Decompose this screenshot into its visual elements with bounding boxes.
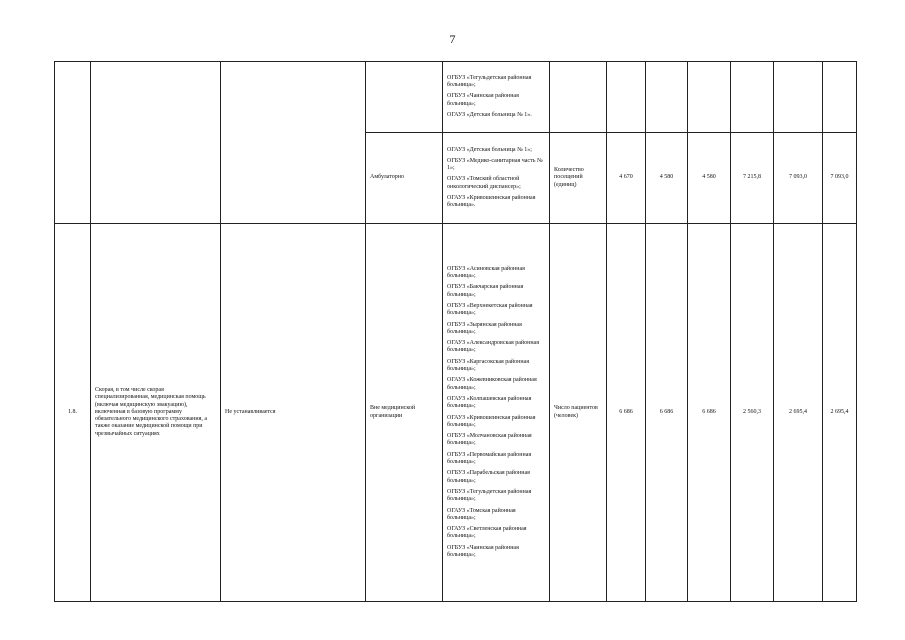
organization-item: ОГБУЗ «Тегульдетская районная больница»;: [447, 488, 532, 503]
organization-item: ОГБУЗ «Верхнекетская районная больница»;: [447, 303, 533, 317]
value-cell: 4 670: [607, 133, 646, 224]
value-cell: 2 695,4: [774, 224, 823, 602]
value-cell: 2 695,4: [823, 224, 857, 602]
document-table: [54, 61, 857, 602]
row-number-cell: 1.8.: [55, 224, 91, 602]
table-row: [55, 224, 857, 602]
organization-item: ОГБУЗ «Зырянская районная больница»;: [447, 321, 522, 335]
value-cell: 7 093,0: [774, 133, 823, 224]
value-cell: 4 580: [646, 133, 688, 224]
organization-item: ОГБУЗ «Первомайская районная больница»;: [447, 451, 532, 465]
organization-item: ОГАУЗ «Кожевниковская районная больница»;: [447, 377, 537, 391]
organization-item: ОГАУЗ «Детская больница № 1»;: [447, 146, 532, 153]
service-name-cell: [91, 62, 221, 224]
organization-item: ОГАУЗ «Светленская районная больница»;: [447, 526, 527, 540]
organization-item: ОГАУЗ «Кривошеинская районная больница»;: [447, 414, 536, 428]
organization-item: ОГБУЗ «Медико-санитарная часть № 1»;: [447, 157, 543, 172]
organization-item: ОГБУЗ «Молчановская районная больница»;: [447, 433, 532, 447]
organizations-cell: [443, 224, 550, 602]
organization-item: ОГБУЗ «Асиновская районная больница»;: [447, 265, 525, 280]
form-cell: Амбулаторно: [366, 133, 443, 224]
organization-item: ОГАУЗ «Кривошеинская районная больница».: [447, 195, 536, 209]
organization-item: ОГБУЗ «Чаинская районная больница»;: [447, 93, 519, 107]
value-cell: 2 560,3: [731, 224, 774, 602]
organization-item: ОГАУЗ «Детская больница № 1».: [447, 111, 532, 118]
indicator-cell: Количество посещений (единиц): [550, 133, 607, 224]
indicator-cell: Число пациентов (человек): [550, 224, 607, 602]
page-number: 7: [449, 32, 456, 46]
requirement-cell: [221, 62, 366, 224]
row-number-cell: [55, 62, 91, 224]
organization-item: ОГБУЗ «Каргасокская районная больница»;: [447, 358, 529, 373]
value-cell: 7 093,0: [823, 133, 857, 224]
value-cell: 6 686: [607, 224, 646, 602]
form-cell: Вне медицинской организации: [366, 224, 443, 602]
organization-item: ОГБУЗ «Тегульдетская районная больница»;: [447, 74, 532, 88]
form-cell: [366, 62, 443, 133]
organization-item: ОГАУЗ «Томская районная больница»;: [447, 507, 516, 521]
value-cell: 4 580: [688, 133, 731, 224]
organization-item: ОГБУЗ «Бакчарская районная больница»;: [447, 284, 524, 298]
organization-item: ОГАУЗ «Томский областной онкологический диспансер»;: [447, 176, 521, 190]
value-cell: 6 686: [688, 224, 731, 602]
organization-item: ОГАУЗ «Александровская районная больница»;: [447, 340, 539, 354]
table-row: [55, 62, 857, 133]
organization-item: ОГБУЗ «Чаинская районная больница»;: [447, 544, 519, 558]
requirement-cell: Не устанавливается: [221, 224, 366, 602]
value-cell: 6 686: [646, 224, 688, 602]
value-cell: 7 215,8: [731, 133, 774, 224]
service-name-cell: Скорая, в том числе скорая специализированная, медицинская помощь (включая медицинскую эвакуацию), включенная в базовую программу обязательного медицинского страхования, а также оказание медицинской помощи при чрезвычайных ситуациях: [91, 224, 221, 602]
organization-item: ОГБУЗ «Парабельская районная больница»;: [447, 470, 530, 484]
organization-item: ОГАУЗ «Колпашевская районная больница»;: [447, 396, 532, 410]
organizations-cell: [443, 62, 550, 133]
organizations-cell: [443, 133, 550, 224]
